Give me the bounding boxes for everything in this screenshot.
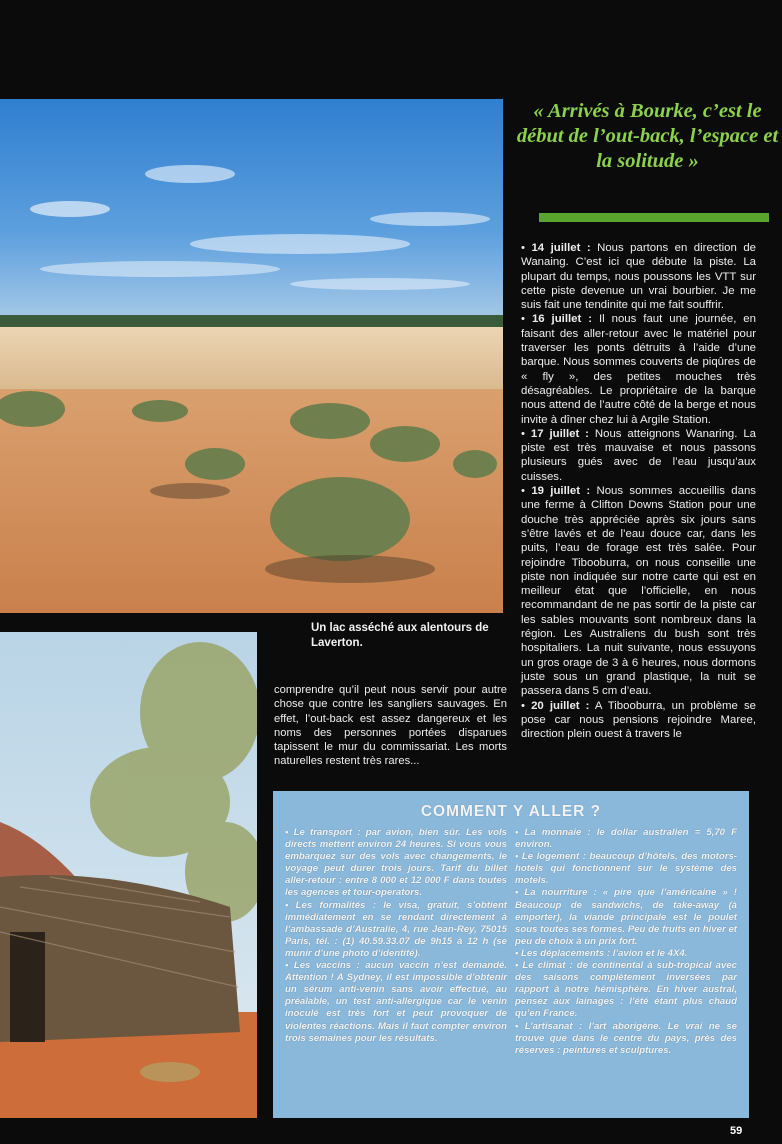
diary-column (521, 241, 756, 741)
info-item: • Le logement : beaucoup d’hôtels, des motors-hotels qui fonctionnent sur le système des motels. (515, 851, 737, 887)
info-item: • Le transport : par avion, bien sûr. Les vols directs mettent environ 24 heures. Si vous vous embarquez sur des vols avec changements, le voyage peut durer trois jours. Tarif du billet aller-retour : entre 8 000 et 12 000 F dans toutes les agences et tour-operators. (285, 827, 507, 899)
pull-quote: « Arrivés à Bourke, c’est le début de l’out-back, l’espace et la solitude » (516, 100, 779, 172)
info-item: • L’artisanat : l’art aborigène. Le vrai ne se trouve que dans le centre du pays, près des réserves : peintures et sculptures. (515, 1020, 737, 1056)
page-number: 59 (730, 1125, 743, 1137)
entry-date: 16 juillet : (531, 313, 593, 326)
photo-caption: Un lac asséché aux alentours de Laverton. (311, 622, 489, 649)
bush-hut-photo (0, 632, 257, 1118)
entry-text: Il nous faut une journée, en faisant des aller-retour avec le matériel pour traverser les ponts détruits à l’aide d’une barque. Nous sommes couverts de piqûres de « fly », des petites mouches très désagréables. Le propriétaire de la barque nous attend de l’autre côté de la berge et nous invite à dîner chez lui à Argile Station. (521, 313, 756, 426)
green-divider-bar (539, 213, 769, 222)
entry-text: A Tibooburra, un problème se pose car nous pensions rejoindre Maree, direction plein ouest à travers le (521, 699, 756, 741)
entry-date: 17 juillet : (530, 427, 589, 440)
entry-date: 14 juillet : (531, 242, 591, 254)
dry-lake-photo (0, 99, 503, 613)
info-item: • La nourriture : « pire que l’américaine » ! Beaucoup de sandwichs, de take-away (à emporter), la viande principale est le poulet sous toutes ses formes. Peu de fruits en hiver et peu de choix à un prix fort. (515, 887, 737, 947)
info-item: • Le climat : de continental à sub-tropical avec des saisons complètement inversées par rapport à notre hémisphère. En hiver austral, pensez aux lainages : l’été étant plus chaud qu’en France. (515, 960, 737, 1020)
travel-info-box (273, 791, 749, 1118)
info-column-left (285, 827, 507, 1057)
info-item: • Les vaccins : aucun vaccin n’est demandé. Attention ! A Sydney, il est impossible d’obtenir un sérum anti-venin sans avoir effectué, au préalable, un test anti-allergique car le venin inoculé est très fort et peut provoquer de violentes réactions. Mais il faut compter environ trois semaines pour les résultats. (285, 960, 507, 1044)
info-item: • Les déplacements : l’avion et le 4X4. (515, 947, 688, 959)
body-text-middle: comprendre qu’il peut nous servir pour autre chose que contre les sangliers sauvages. En effet, l’out-back est assez dangereux et les noms des personnes portées disparues tapissent le mur du commissariat. Les morts naturelles restent très rares... (274, 684, 507, 768)
entry-text: Nous atteignons Wanaring. La piste est très mauvaise et nous passons plusieurs gués avec de l’eau jusqu’aux cuisses. (521, 427, 756, 483)
info-box-title: COMMENT Y ALLER ? (420, 803, 602, 820)
diary-entry: • 19 juillet : Nous sommes accueillis dans une ferme à Clifton Downs Station pour une douche très appréciée après six jours sans s’être lavés et de l’eau douce car, dans les puits, l’eau de forage est très salée. Pour rejoindre Tibooburra, on nous conseille une piste non indiquée sur notre carte qui est en meilleur état que l’officielle, en nous recommandant de ne pas sortir de la piste car les sables mouvants sont nombreux dans la région. Les Australiens du bush sont très hospitaliers. La nuit suivante, nous essuyons un gros orage de 3 à 6 heures, nous dormons juste sous un grand plastique, la nuit se passera dans 5 cm d’eau. (521, 485, 756, 698)
info-column-right (515, 827, 737, 1057)
entry-text: Nous sommes accueillis dans une ferme à Clifton Downs Station pour une douche très appréciée après six jours sans s’être lavés et de l’eau douce car, dans les puits, l’eau de forage est très salée. Pour rejoindre Tibooburra, on nous conseille une piste non indiquée sur notre carte qui est en meilleur état que l’officielle, en nous recommandant de ne pas sortir de la piste car les sables mouvants sont nombreux dans la région. Les Australiens du bush sont très hospitaliers. La nuit suivante, nous essuyons un gros orage de 3 à 6 heures, nous dormons juste sous un grand plastique, la nuit se passera dans 5 cm d’eau. (521, 485, 756, 698)
diary-entry: • 17 juillet : Nous atteignons Wanaring. La piste est très mauvaise et nous passons plusieurs gués avec de l’eau jusqu’aux cuisses. (521, 427, 756, 483)
diary-entry: • 16 juillet : Il nous faut une journée, en faisant des aller-retour avec le matériel pour traverser les ponts détruits à l’aide d’une barque. Nous sommes couverts de piqûres de « fly », des petites mouches très désagréables. Le propriétaire de la barque nous attend de l’autre côté de la berge et nous invite à dîner chez lui à Argile Station. (521, 313, 756, 426)
diary-entry: • 14 juillet : Nous partons en direction de Wanaing. C’est ici que débute la piste. La plupart du temps, nous poussons les VTT sur cette piste devenue un vrai bourbier. Je me suis fait une tendinite qui me fait souffrir. (521, 242, 756, 312)
info-item: • Les formalités : le visa, gratuit, s’obtient immédiatement en se rendant directement à l’ambassade d’Australie, 4, rue Jean-Rey, 75015 Paris, tél. : (1) 40.59.33.07 de 9h15 à 12 h (se munir d’une photo d’identité). (285, 899, 507, 959)
diary-entry: • 20 juillet : A Tibooburra, un problème se pose car nous pensions rejoindre Maree, direction plein ouest à travers le (521, 699, 756, 741)
info-item: • La monnaie : le dollar australien = 5,70 F environ. (515, 827, 737, 851)
entry-date: 20 juillet : (531, 699, 590, 712)
entry-date: 19 juillet : (531, 485, 591, 498)
entry-text: Nous partons en direction de Wanaing. C’est ici que débute la piste. La plupart du temps, nous poussons les VTT sur cette piste devenue un vrai bourbier. Je me suis fait une tendinite qui me fait souffrir. (521, 242, 756, 312)
